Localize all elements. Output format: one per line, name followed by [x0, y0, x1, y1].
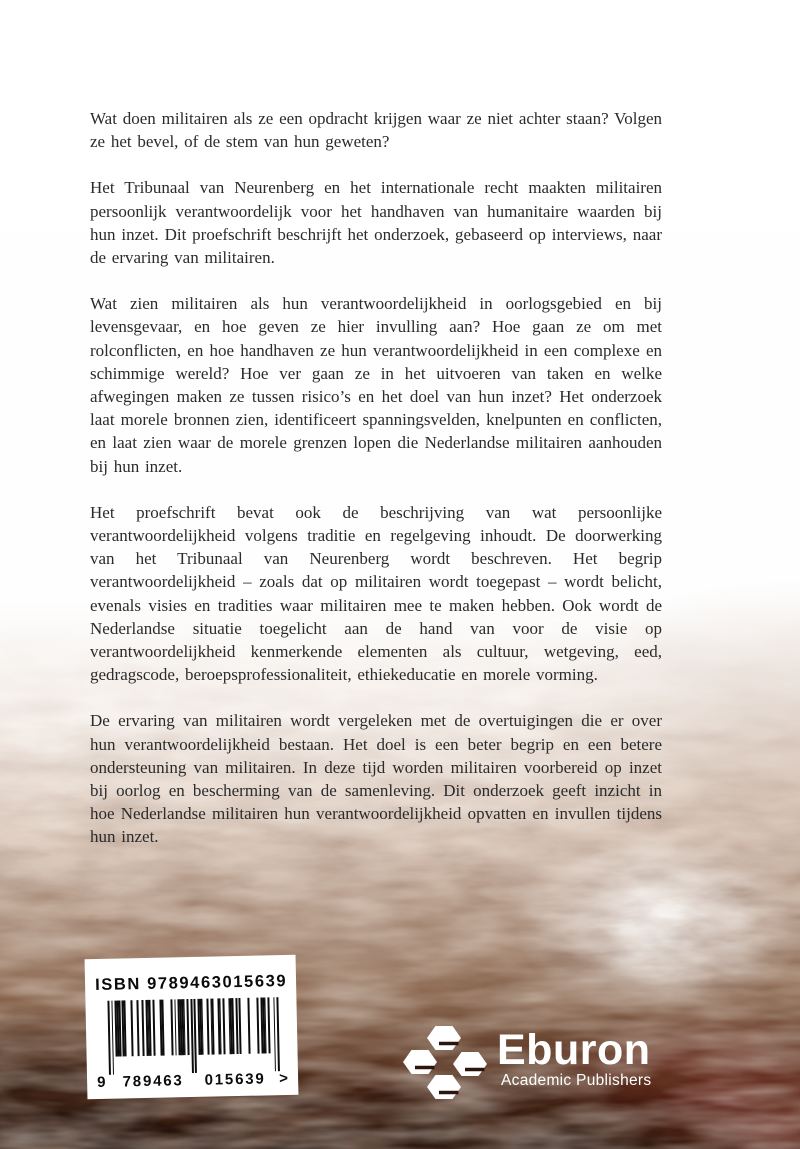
ean13-barcode: [107, 997, 280, 1075]
back-cover-paragraph: Het proefschrift bevat ook de beschrijving van wat persoonlijke verantwoordelijkheid volgens traditie en regelgeving inhoudt. De doorwerking van het Tribunaal van Neurenberg wordt beschreven. Het begrip verantwoordelijkheid – zoals dat op militairen wordt toegepast – wordt belicht, evenals visies en tradities waar militairen mee te maken hebben. Ook wordt de Nederlandse situatie toegelicht aan de hand van voor de visie op verantwoordelijkheid kenmerkende elementen als cultuur, wetgeving, eed, gedragscode, beroepsprofessionaliteit, ethiekeducatie en morele vorming.: [90, 502, 662, 685]
back-cover-text: [90, 107, 662, 849]
back-cover-paragraph: Wat zien militairen als hun verantwoordelijkheid in oorlogsgebied en bij levensgevaar, en hoe geven ze hier invulling aan? Hoe gaan ze om met rolconflicten, en hoe handhaven ze hun verantwoordelijkheid in een complexe en schimmige wereld? Hoe ver gaan ze in het uitvoeren van taken en welke afwegingen maken ze tussen risico’s en het doel van hun inzet? Het onderzoek laat morele bronnen zien, identificeert spanningsvelden, knelpunten en conflicten, en laat zien waar de morele grenzen lopen die Nederlandse militairen aanhouden bij hun inzet.: [90, 294, 662, 476]
barcode-digit-group: 789463: [115, 1071, 191, 1092]
barcode-digit-group: 015639: [197, 1069, 273, 1090]
back-cover-paragraph: Wat doen militairen als ze een opdracht krijgen waar ze niet achter staan? Volgen ze het bevel, of de stem van hun geweten?: [90, 109, 662, 152]
eburon-books-icon: [392, 1012, 500, 1112]
barcode-panel: [85, 955, 299, 1099]
publisher-tagline: Academic Publishers: [501, 1072, 652, 1089]
barcode-digit-group: 9: [95, 1073, 108, 1092]
back-cover-paragraph: Het Tribunaal van Neurenberg en het internationale recht maakten militairen persoonlijk verantwoordelijk voor het handhaven van humanitaire waarden bij hun inzet. Dit proefschrift beschrijft het onderzoek, gebaseerd op interviews, naar de ervaring van militairen.: [90, 178, 662, 268]
publisher-name: Eburon: [497, 1026, 651, 1074]
isbn-label: ISBN 9789463015639: [94, 971, 288, 995]
barcode-arrow: >: [278, 1069, 289, 1088]
back-cover-paragraph: De ervaring van militairen wordt vergeleken met de overtuigingen die er over hun verantwoordelijkheid bestaan. Het doel is een beter begrip en een betere ondersteuning van militairen. In deze tijd worden militairen voorbereid op inzet bij oorlog en bescherming van de samenleving. Dit onderzoek geeft inzicht in hoe Nederlandse militairen hun verantwoordelijkheid opvatten en invullen tijdens hun inzet.: [90, 711, 662, 847]
barcode-digits: [97, 1069, 288, 1092]
